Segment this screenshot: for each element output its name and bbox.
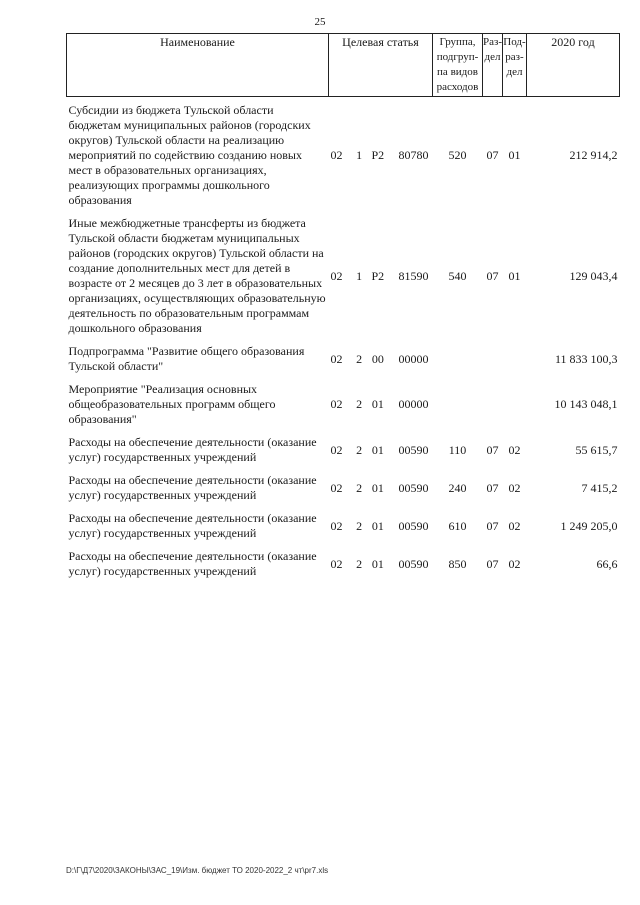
row-amount: 55 615,7 — [575, 442, 618, 457]
target-event: 01 — [371, 518, 384, 533]
target-direction: 00000 — [398, 397, 429, 411]
table-row — [67, 208, 620, 336]
target-subprogram: 2 — [356, 397, 363, 411]
table-row — [67, 541, 620, 579]
row-group: 850 — [448, 556, 467, 571]
target-event: 01 — [371, 442, 384, 457]
row-group — [433, 374, 483, 427]
target-program: 02 — [330, 518, 343, 533]
target-subprogram: 2 — [356, 518, 363, 533]
target-direction: 81590 — [398, 268, 429, 283]
row-razdel: 07 — [486, 148, 499, 162]
header-razdel: Раз-дел — [483, 34, 503, 97]
row-podrazdel: 01 — [508, 268, 521, 283]
target-event: P2 — [371, 268, 385, 283]
target-subprogram: 2 — [356, 351, 363, 366]
target-direction: 80780 — [398, 148, 429, 162]
row-name: Расходы на обеспечение деятельности (оказание услуг) государственных учреждений — [68, 549, 317, 578]
row-podrazdel: 02 — [508, 480, 521, 495]
target-program: 02 — [330, 397, 343, 411]
target-direction: 00590 — [398, 556, 429, 571]
table-row — [67, 97, 620, 209]
row-group: 610 — [448, 518, 467, 533]
row-podrazdel: 02 — [508, 442, 521, 457]
target-subprogram: 1 — [356, 148, 363, 162]
table-row — [67, 336, 620, 374]
row-target — [329, 503, 433, 541]
row-razdel: 07 — [486, 268, 499, 283]
target-event: 01 — [371, 397, 384, 411]
row-target — [329, 427, 433, 465]
target-event: P2 — [371, 148, 385, 162]
row-name: Подпрограмма "Развитие общего образования Тульской области" — [68, 344, 305, 373]
row-group: 110 — [448, 442, 467, 457]
budget-table — [66, 33, 620, 579]
row-razdel — [483, 336, 503, 374]
row-target — [329, 374, 433, 427]
row-amount: 7 415,2 — [581, 480, 618, 495]
table-header — [67, 34, 620, 97]
row-group — [433, 336, 483, 374]
target-direction: 00590 — [398, 442, 429, 457]
target-program: 02 — [330, 268, 343, 283]
row-razdel: 07 — [486, 556, 499, 571]
page-number: 25 — [314, 16, 326, 28]
header-target: Целевая статья — [329, 34, 433, 97]
target-program: 02 — [330, 351, 343, 366]
row-name: Субсидии из бюджета Тульской области бюджетам муниципальных районов (городских округов) Тульской области на реализацию мероприятий по содействию созданию новых мест в образовательных организациях, реализующих программы дошкольного образования — [68, 103, 311, 207]
table-row — [67, 465, 620, 503]
row-group: 240 — [448, 480, 467, 495]
row-target — [329, 541, 433, 579]
row-group: 520 — [448, 148, 467, 162]
table-row — [67, 374, 620, 427]
row-name: Расходы на обеспечение деятельности (оказание услуг) государственных учреждений — [68, 473, 317, 502]
row-name: Иные межбюджетные трансферты из бюджета Тульской области бюджетам муниципальных районов (городских округов) Тульской области на создание дополнительных мест для детей в возрасте от 2 месяцев до 3 лет в образовательных организациях, осуществляющих образовательную деятельность по образовательным программам дошкольного образования — [68, 216, 326, 335]
header-name: Наименование — [67, 34, 329, 97]
row-target — [329, 208, 433, 336]
target-subprogram: 2 — [356, 556, 363, 571]
row-name: Расходы на обеспечение деятельности (оказание услуг) государственных учреждений — [68, 435, 317, 464]
row-podrazdel: 02 — [508, 518, 521, 533]
row-amount: 1 249 205,0 — [560, 518, 618, 533]
row-amount: 129 043,4 — [569, 268, 618, 283]
target-direction: 00590 — [398, 518, 429, 533]
row-podrazdel — [503, 374, 527, 427]
row-amount: 11 833 100,3 — [554, 351, 618, 366]
row-podrazdel — [503, 336, 527, 374]
target-program: 02 — [330, 556, 343, 571]
row-target — [329, 465, 433, 503]
row-amount: 66,6 — [596, 556, 618, 571]
row-name: Расходы на обеспечение деятельности (оказание услуг) государственных учреждений — [68, 511, 317, 540]
file-path-footer: D:\Г\Д7\2020\ЗАКОНЫ\ЗАС_19\Изм. бюджет ТО 2020-2022_2 чт\pr7.xls — [66, 866, 329, 875]
target-event: 01 — [371, 480, 384, 495]
target-program: 02 — [330, 148, 343, 162]
table-row — [67, 427, 620, 465]
target-direction: 00590 — [398, 480, 429, 495]
target-event: 00 — [371, 351, 384, 366]
target-subprogram: 1 — [356, 268, 363, 283]
row-amount: 10 143 048,1 — [554, 397, 618, 411]
header-group: Группа, подгруп-па видов расходов — [433, 34, 483, 97]
row-podrazdel: 02 — [508, 556, 521, 571]
row-podrazdel: 01 — [508, 148, 521, 162]
target-program: 02 — [330, 480, 343, 495]
row-name: Мероприятие "Реализация основных общеобразовательных программ общего образования" — [68, 382, 276, 426]
row-razdel: 07 — [486, 518, 499, 533]
header-year: 2020 год — [527, 34, 620, 97]
target-subprogram: 2 — [356, 480, 363, 495]
row-target — [329, 97, 433, 209]
target-direction: 00000 — [398, 351, 429, 366]
target-event: 01 — [371, 556, 384, 571]
row-target — [329, 336, 433, 374]
row-razdel: 07 — [486, 442, 499, 457]
table-row — [67, 503, 620, 541]
header-podrazdel: Под-раз-дел — [503, 34, 527, 97]
row-amount: 212 914,2 — [569, 148, 618, 162]
target-subprogram: 2 — [356, 442, 363, 457]
target-program: 02 — [330, 442, 343, 457]
row-razdel — [483, 374, 503, 427]
row-razdel: 07 — [486, 480, 499, 495]
table-body — [67, 97, 620, 580]
row-group: 540 — [448, 268, 467, 283]
